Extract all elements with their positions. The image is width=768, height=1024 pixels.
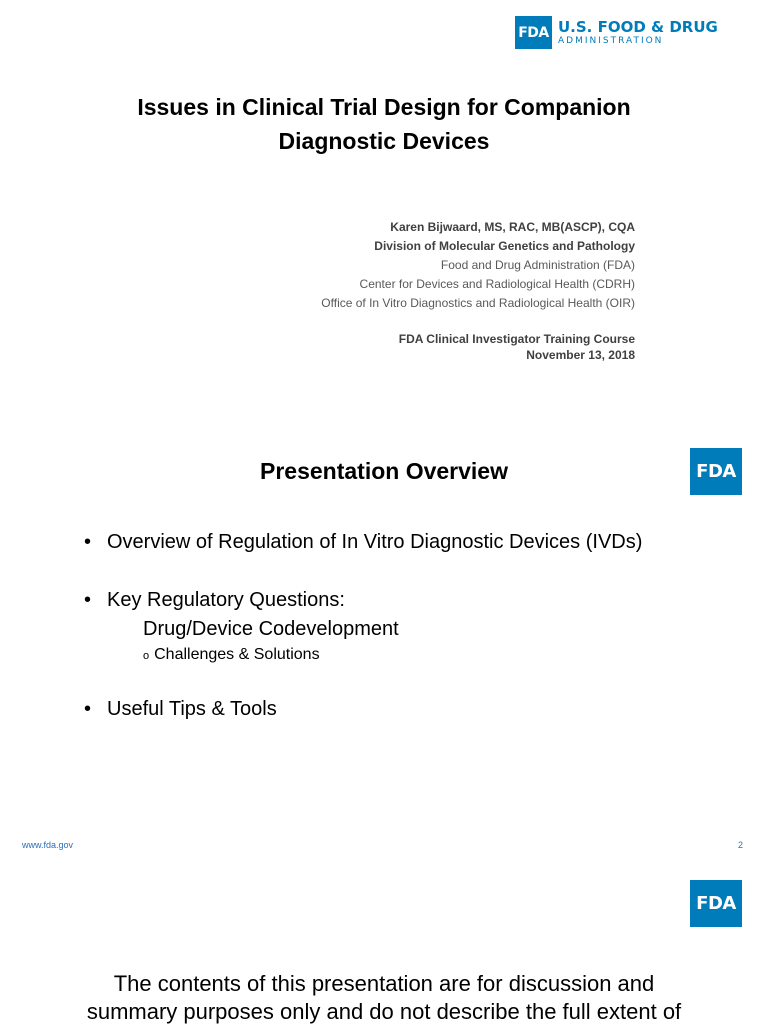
author-block [321,218,635,313]
list-subsubitem [84,644,642,667]
author-division: Division of Molecular Genetics and Pathology [374,239,635,253]
fda-logo-icon: FDA [515,16,552,49]
list-subsubitem-text: Challenges & Solutions [154,646,320,663]
course-name: FDA Clinical Investigator Training Course [398,332,635,346]
title-slide [0,0,768,420]
fda-logo-line1: U.S. FOOD & DRUG [558,17,718,36]
fda-logo-icon: FDA [690,880,742,927]
presentation-title [60,90,708,158]
disclaimer-slide [0,860,768,1024]
fda-logo [515,16,718,49]
list-item: • Key Regulatory Questions: [84,586,642,615]
list-item: • Useful Tips & Tools [84,695,642,724]
fda-logo-text [558,19,718,47]
slide-title: Presentation Overview [260,458,508,484]
course-date: November 13, 2018 [526,348,635,362]
affiliation-cdrh: Center for Devices and Radiological Health (CDRH) [359,277,635,291]
affiliation-oir: Office of In Vitro Diagnostics and Radiological Health (OIR) [321,296,635,310]
disclaimer-line-1: The contents of this presentation are for discussion and [113,971,655,996]
circle-bullet-icon: o [143,650,150,662]
course-block [399,331,635,363]
list-item: • Overview of Regulation of In Vitro Diagnostic Devices (IVDs) [84,528,642,557]
author-name: Karen Bijwaard, MS, RAC, MB(ASCP), CQA [390,220,635,234]
overview-slide [0,420,768,860]
disclaimer-text [50,970,718,1024]
title-line-1: Issues in Clinical Trial Design for Companion [137,94,631,120]
affiliation-fda: Food and Drug Administration (FDA) [440,258,635,272]
fda-logo-line2: ADMINISTRATION [558,35,664,46]
bullet-list [84,528,642,724]
list-subitem: Drug/Device Codevelopment [143,618,399,640]
title-line-2: Diagnostic Devices [278,128,490,154]
page-number: 2 [737,840,743,850]
footer-url[interactable]: www.fda.gov [22,840,74,850]
disclaimer-line-2: summary purposes only and do not describe the full extent of [86,999,682,1024]
fda-logo-icon: FDA [690,448,742,495]
